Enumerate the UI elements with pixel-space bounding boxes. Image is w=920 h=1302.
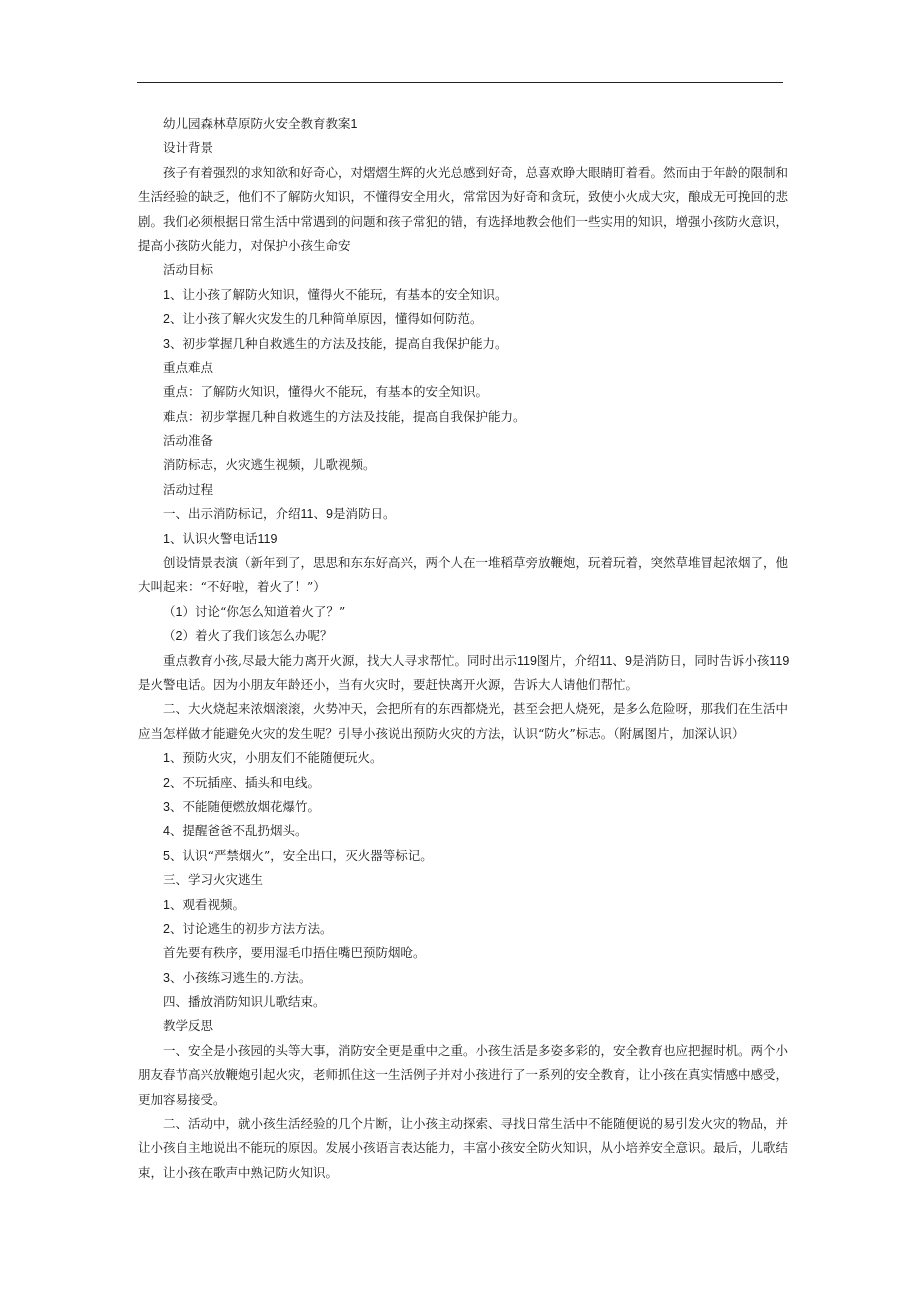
text-line: 二、活动中，就小孩生活经验的几个片断，让小孩主动探索、寻找日常生活中不能随便说的易引发火灾的物品，并 (163, 1116, 789, 1132)
text-line: 2、讨论逃生的初步方法方法。 (163, 920, 333, 936)
text-line: 难点：初步掌握几种自救逃生的方法及技能，提高自我保护能力。 (163, 408, 526, 424)
text-line: 2、不玩插座、插头和电线。 (163, 774, 320, 790)
text-line: 应当怎样做才能避免火灾的发生呢？引导小孩说出预防火灾的方法，认识“防火”标志。（附属图片，加深认识） (138, 725, 745, 741)
text-line: 3、不能随便燃放烟花爆竹。 (163, 798, 320, 814)
document-body (138, 112, 790, 1185)
text-line: 重点难点 (163, 359, 214, 375)
text-line: 四、播放消防知识儿歌结束。 (163, 994, 326, 1010)
text-line: 1、认识火警电话119 (163, 530, 278, 546)
text-line: 二、大火烧起来浓烟滚滚，火势冲天，会把所有的东西都烧光，甚至会把人烧死，是多么危险呀，那我们在生活中 (163, 701, 789, 717)
text-line: 3、小孩练习逃生的.方法。 (163, 969, 312, 985)
text-line: 一、出示消防标记，介绍11、9是消防日。 (163, 506, 396, 522)
text-line: 剧。我们必须根据日常生活中常遇到的问题和孩子常犯的错，有选择地教会他们一些实用的知识，增强小孩防火意识， (138, 213, 789, 229)
text-line: 重点：了解防火知识，懂得火不能玩，有基本的安全知识。 (163, 384, 489, 400)
text-line: 大叫起来：“不好啦，着火了！”） (138, 579, 326, 595)
text-line: 1、观看视频。 (163, 896, 245, 912)
text-line: 首先要有秩序，要用湿毛巾捂住嘴巴预防烟呛。 (163, 945, 426, 961)
document-title: 幼儿园森林草原防火安全教育教案1 (163, 116, 358, 131)
text-line: （2）着火了我们该怎么办呢？ (163, 628, 333, 644)
text-line: 朋友春节高兴放鞭炮引起火灾，老师抓住这一生活例子并对小孩进行了一系列的安全教育，让小孩在真实情感中感受， (138, 1067, 789, 1083)
text-line: 提高小孩防火能力，对保护小孩生命安 (138, 237, 351, 253)
text-line: 教学反思 (163, 1018, 214, 1034)
text-line: 1、让小孩了解防火知识，懂得火不能玩，有基本的安全知识。 (163, 286, 508, 302)
text-line: 3、初步掌握几种自救逃生的方法及技能，提高自我保护能力。 (163, 335, 508, 351)
text-line: 设计背景 (163, 140, 214, 156)
text-line: 让小孩自主地说出不能玩的原因。发展小孩语言表达能力，丰富小孩安全防火知识，从小培养安全意识。最后，儿歌结 (138, 1140, 789, 1156)
text-line: 重点教育小孩,尽最大能力离开火源，找大人寻求帮忙。同时出示119图片，介绍11、9是消防日，同时告诉小孩119 (163, 652, 790, 668)
text-line: 活动过程 (163, 481, 214, 497)
text-line: 束，让小孩在歌声中熟记防火知识。 (138, 1164, 339, 1180)
text-line: 孩子有着强烈的求知欲和好奇心，对熠熠生辉的火光总感到好奇，总喜欢睁大眼睛盯着看。然而由于年龄的限制和 (163, 164, 789, 180)
text-line: 4、提醒爸爸不乱扔烟头。 (163, 823, 308, 839)
text-line: 2、让小孩了解火灾发生的几种简单原因，懂得如何防范。 (163, 311, 483, 327)
text-line: 创设情景表演（新年到了，思思和东东好高兴，两个人在一堆稻草旁放鞭炮，玩着玩着，突然草堆冒起浓烟了，他 (163, 555, 789, 571)
text-line: 生活经验的缺乏，他们不了解防火知识，不懂得安全用火，常常因为好奇和贪玩，致使小火成大灾，酿成无可挽回的悲 (138, 189, 789, 205)
text-line: 是火警电话。因为小朋友年龄还小，当有火灾时，要赶快离开火源，告诉大人请他们帮忙。 (138, 676, 639, 692)
text-line: （1）讨论“你怎么知道着火了？” (163, 603, 346, 619)
text-line: 活动目标 (163, 262, 214, 278)
text-line: 消防标志，火灾逃生视频，儿歌视频。 (163, 457, 376, 473)
text-line: 更加容易接受。 (138, 1091, 226, 1107)
text-line: 1、预防火灾，小朋友们不能随便玩火。 (163, 750, 383, 766)
header-divider (137, 82, 783, 83)
text-line: 5、认识“严禁烟火”，安全出口，灭火器等标记。 (163, 847, 433, 863)
text-line: 活动准备 (163, 433, 214, 449)
text-line: 三、学习火灾逃生 (163, 872, 264, 888)
text-line: 一、安全是小孩园的头等大事，消防安全更是重中之重。小孩生活是多姿多彩的，安全教育也应把握时机。两个小 (163, 1042, 789, 1058)
